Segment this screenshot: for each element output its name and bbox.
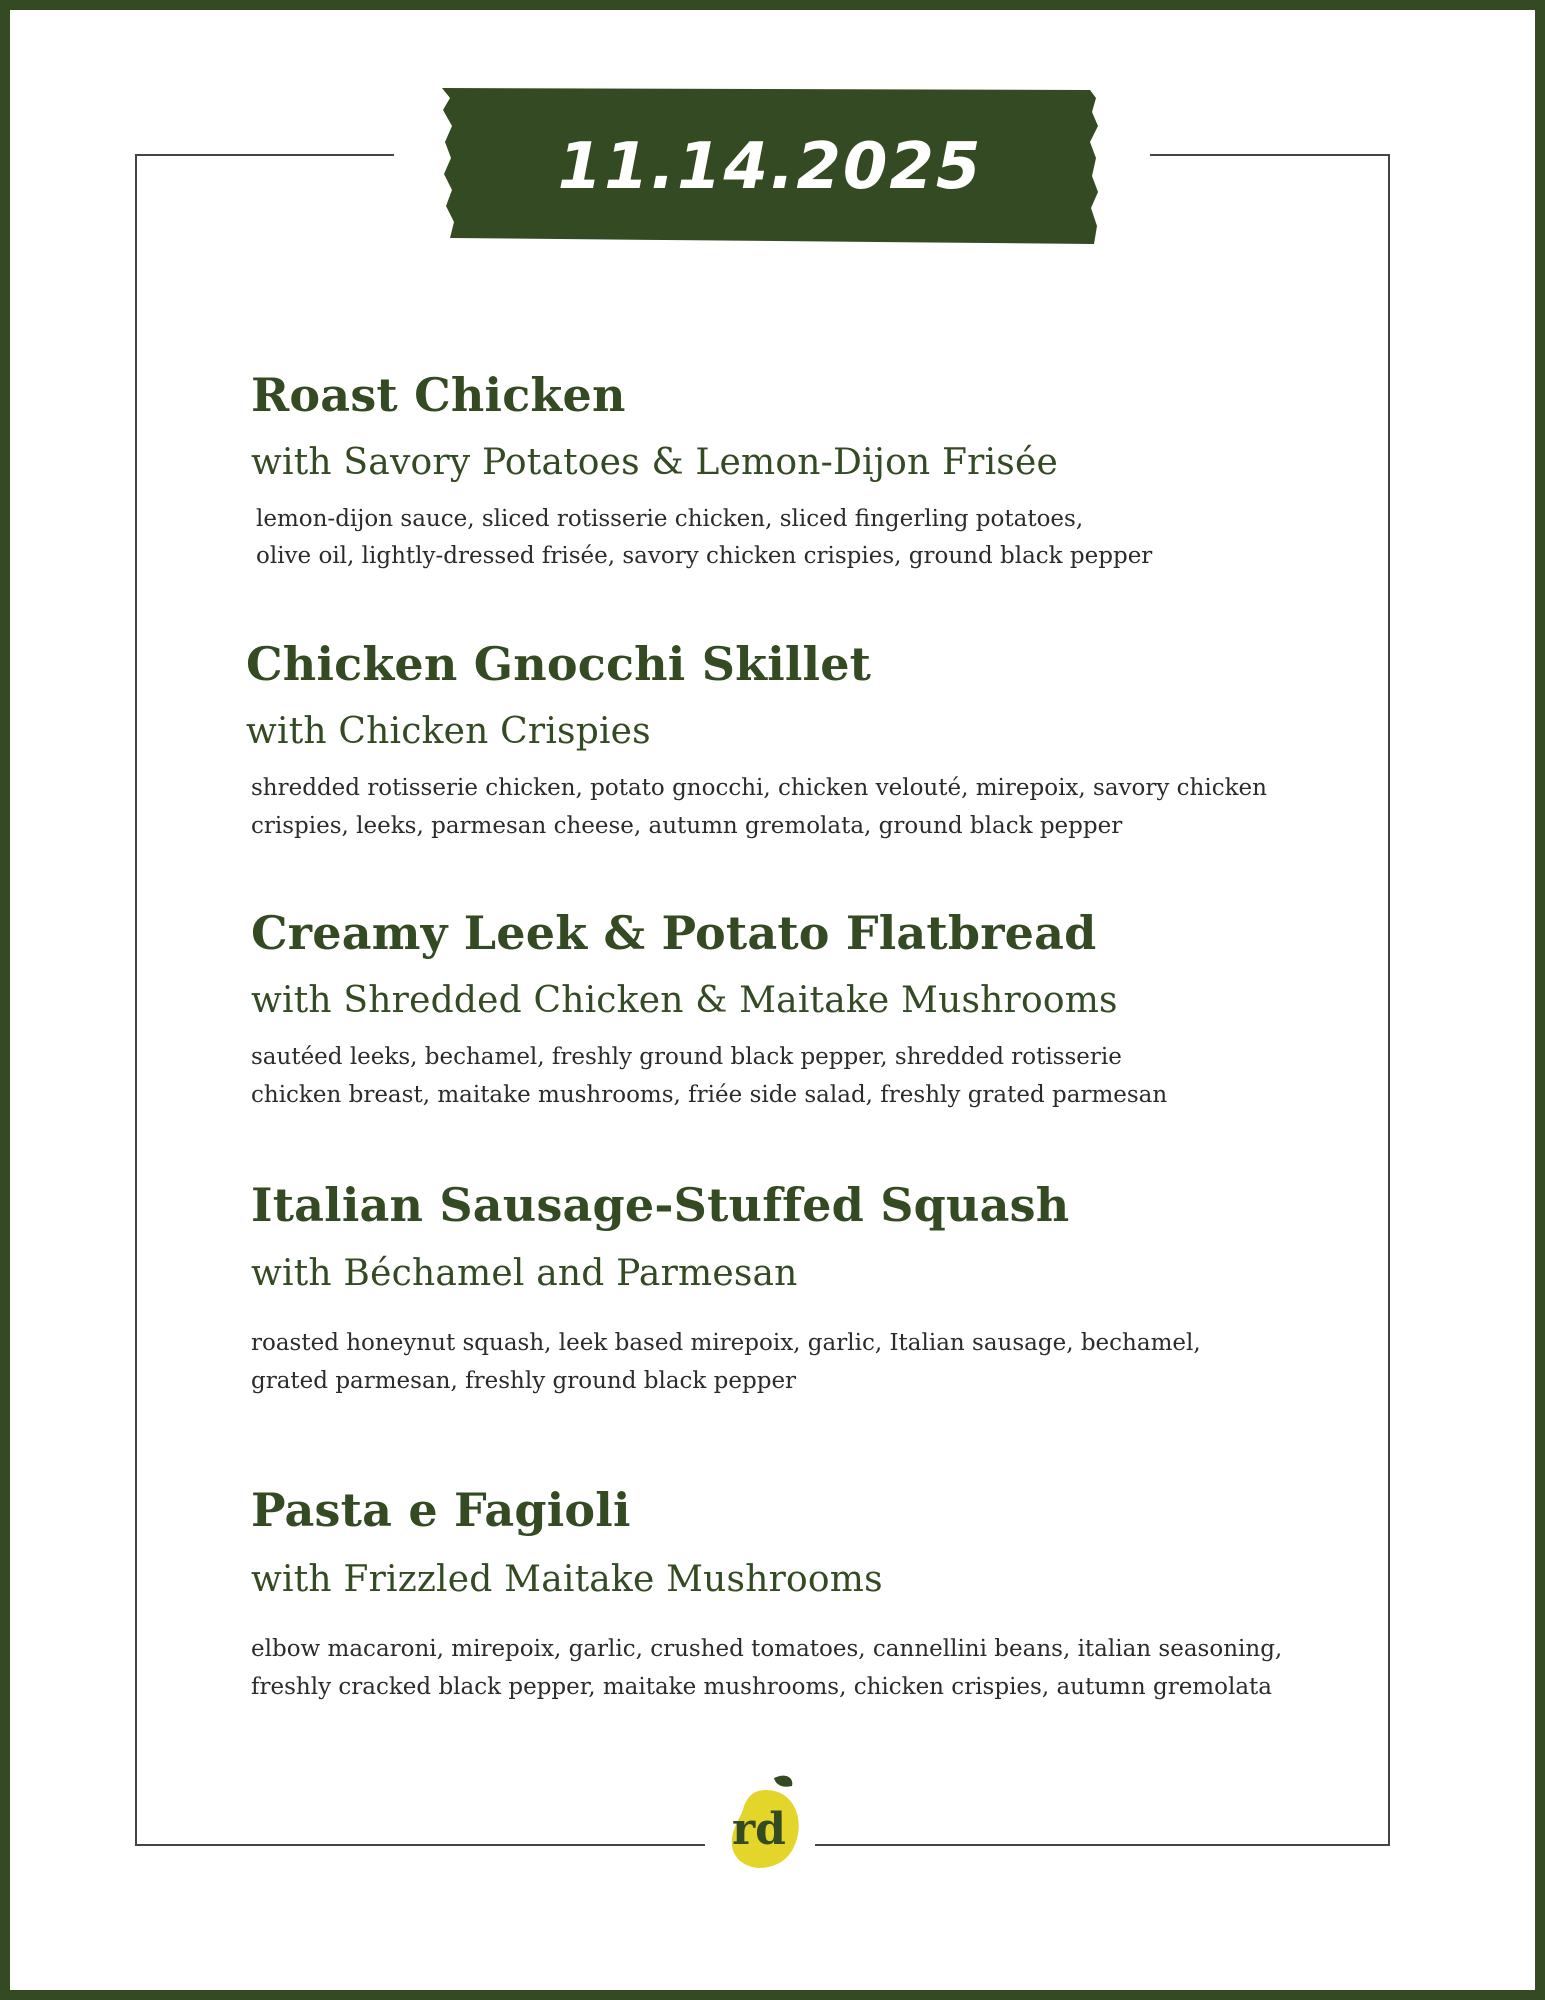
logo-text: rd (732, 1804, 786, 1855)
dish-description-line: roasted honeynut squash, leek based mirepoix, garlic, Italian sausage, bechamel, (251, 1330, 1201, 1356)
dish-description-line: shredded rotisserie chicken, potato gnocchi, chicken velouté, mirepoix, savory chicken (251, 775, 1267, 801)
dish-subtitle: with Chicken Crispies (246, 711, 651, 752)
dish-description-line: sautéed leeks, bechamel, freshly ground black pepper, shredded rotisserie (251, 1044, 1122, 1070)
frame-right-line (1388, 154, 1390, 1846)
dish-subtitle: with Frizzled Maitake Mushrooms (251, 1559, 883, 1600)
brand-logo (718, 1768, 808, 1878)
frame-top-left-line (135, 154, 394, 156)
dish-name: Chicken Gnocchi Skillet (246, 637, 872, 691)
dish-description-line: chicken breast, maitake mushrooms, friée side salad, freshly grated parmesan (251, 1082, 1168, 1108)
dish-name: Italian Sausage-Stuffed Squash (251, 1178, 1070, 1232)
dish-description-line: freshly cracked black pepper, maitake mushrooms, chicken crispies, autumn gremolata (251, 1674, 1272, 1700)
dish-name: Creamy Leek & Potato Flatbread (251, 906, 1097, 960)
frame-bottom-right-line (815, 1844, 1390, 1846)
dish-description-line: lemon-dijon sauce, sliced rotisserie chicken, sliced fingerling potatoes, (256, 506, 1084, 532)
frame-bottom-left-line (135, 1844, 705, 1846)
dish-description-line: olive oil, lightly-dressed frisée, savory chicken crispies, ground black pepper (256, 543, 1153, 569)
frame-top-right-line (1150, 154, 1390, 156)
date-banner (440, 86, 1100, 248)
dish-name: Pasta e Fagioli (251, 1483, 631, 1537)
frame-left-line (135, 154, 137, 1846)
dish-description-line: crispies, leeks, parmesan cheese, autumn gremolata, ground black pepper (251, 813, 1123, 839)
dish-subtitle: with Savory Potatoes & Lemon-Dijon Frisée (251, 442, 1058, 483)
dish-description-line: grated parmesan, freshly ground black pepper (251, 1368, 797, 1394)
dish-subtitle: with Shredded Chicken & Maitake Mushrooms (251, 980, 1118, 1021)
menu-date: 11.14.2025 (557, 130, 983, 204)
dish-description-line: elbow macaroni, mirepoix, garlic, crushed tomatoes, cannellini beans, italian seasoning, (251, 1636, 1283, 1662)
dish-subtitle: with Béchamel and Parmesan (251, 1253, 798, 1294)
dish-name: Roast Chicken (251, 368, 626, 422)
